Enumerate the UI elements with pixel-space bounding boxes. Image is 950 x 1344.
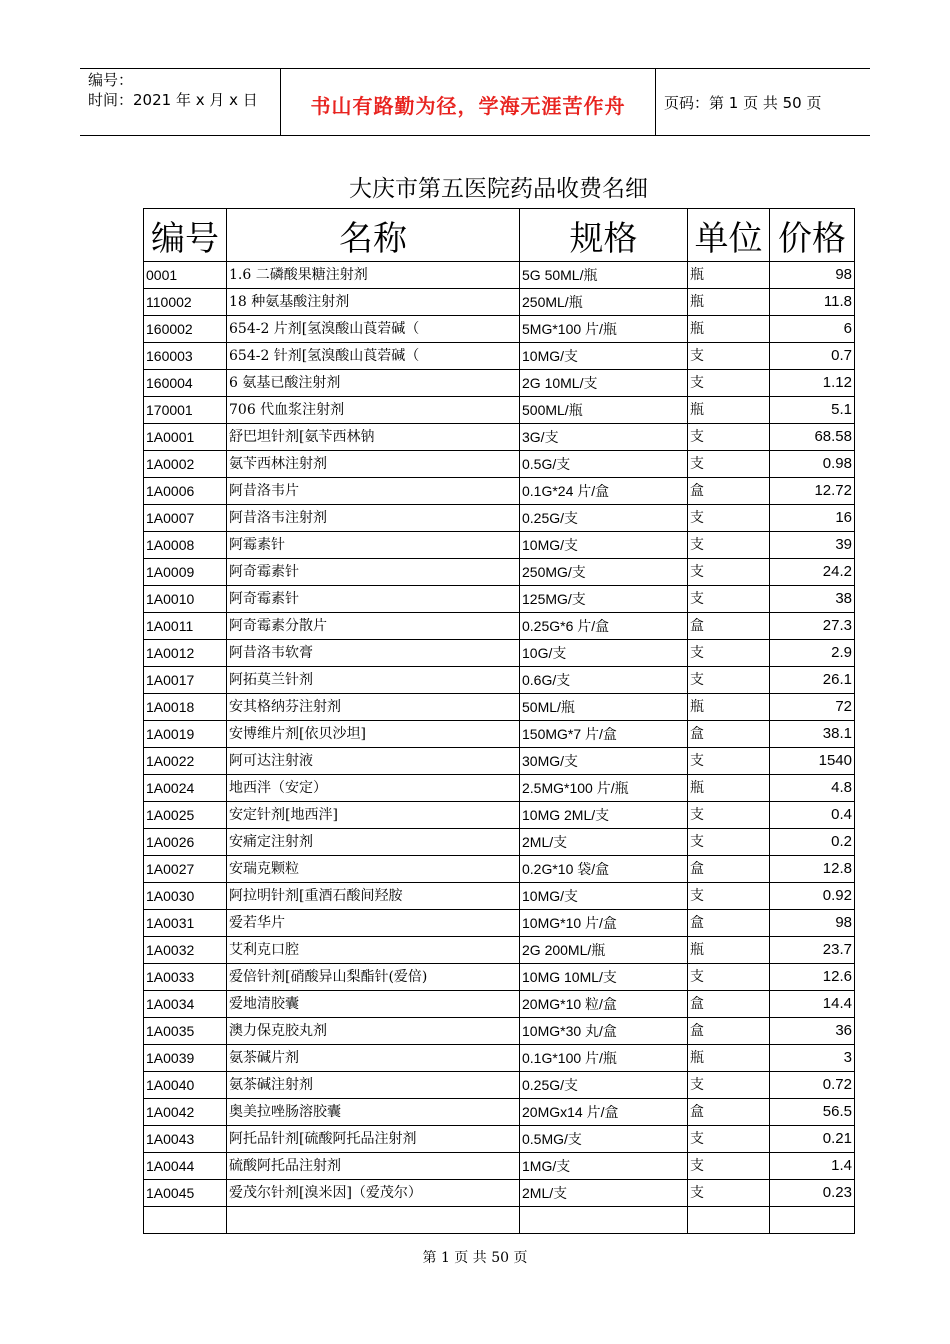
cell-code: 1A0001 — [144, 424, 227, 451]
table-row — [144, 802, 855, 829]
cell-spec: 10MG 2ML/支 — [520, 802, 688, 829]
cell-unit: 盒 — [688, 613, 770, 640]
page-info: 页码：第 1 页 共 50 页 — [664, 94, 822, 112]
cell-spec: 125MG/支 — [520, 586, 688, 613]
cell-spec: 10MG/支 — [520, 343, 688, 370]
table-row — [144, 991, 855, 1018]
cell-unit: 支 — [688, 829, 770, 856]
cell-code: 1A0008 — [144, 532, 227, 559]
column-header-unit: 单位 — [688, 209, 770, 262]
cell-spec: 0.2G*10 袋/盒 — [520, 856, 688, 883]
cell-price: 56.5 — [770, 1099, 855, 1126]
table-row — [144, 451, 855, 478]
cell-name: 阿霉素针 — [227, 532, 520, 559]
cell-name: 澳力保克胶丸剂 — [227, 1018, 520, 1045]
cell-price: 12.6 — [770, 964, 855, 991]
cell-name: 1.6 二磷酸果糖注射剂 — [227, 262, 520, 289]
cell-name: 艾利克口腔 — [227, 937, 520, 964]
cell-unit: 支 — [688, 1180, 770, 1207]
header-divider — [280, 68, 281, 135]
cell-code: 1A0006 — [144, 478, 227, 505]
cell-name: 6 氨基已酸注射剂 — [227, 370, 520, 397]
cell-name: 安博维片剂[依贝沙坦] — [227, 721, 520, 748]
cell-unit: 支 — [688, 1126, 770, 1153]
cell-unit: 支 — [688, 1153, 770, 1180]
cell-unit: 支 — [688, 532, 770, 559]
cell-name: 阿昔洛韦片 — [227, 478, 520, 505]
cell-code: 160004 — [144, 370, 227, 397]
cell-code: 1A0019 — [144, 721, 227, 748]
cell-price: 3 — [770, 1045, 855, 1072]
cell-unit: 瓶 — [688, 316, 770, 343]
cell-unit: 支 — [688, 451, 770, 478]
cell-spec: 20MGx14 片/盒 — [520, 1099, 688, 1126]
cell-spec: 2ML/支 — [520, 1180, 688, 1207]
table-row — [144, 964, 855, 991]
cell-spec: 20MG*10 粒/盒 — [520, 991, 688, 1018]
cell-price: 12.72 — [770, 478, 855, 505]
cell-price: 98 — [770, 262, 855, 289]
cell-name: 爱若华片 — [227, 910, 520, 937]
cell-unit: 支 — [688, 424, 770, 451]
cell-price: 98 — [770, 910, 855, 937]
cell-unit: 支 — [688, 964, 770, 991]
cell-unit: 瓶 — [688, 397, 770, 424]
cell-price: 0.98 — [770, 451, 855, 478]
cell-unit: 盒 — [688, 910, 770, 937]
cell-name: 阿可达注射液 — [227, 748, 520, 775]
table-row — [144, 370, 855, 397]
cell-price: 0.23 — [770, 1180, 855, 1207]
cell-unit: 支 — [688, 802, 770, 829]
cell-price: 2.9 — [770, 640, 855, 667]
cell-unit: 支 — [688, 505, 770, 532]
cell-code — [144, 1207, 227, 1234]
cell-spec: 0.25G/支 — [520, 1072, 688, 1099]
cell-price: 23.7 — [770, 937, 855, 964]
cell-unit: 支 — [688, 748, 770, 775]
table-body — [144, 262, 855, 1234]
table-row — [144, 316, 855, 343]
cell-unit: 支 — [688, 586, 770, 613]
cell-spec: 5G 50ML/瓶 — [520, 262, 688, 289]
cell-unit: 支 — [688, 559, 770, 586]
number-label: 编号： — [88, 71, 134, 89]
cell-price: 68.58 — [770, 424, 855, 451]
cell-spec: 1MG/支 — [520, 1153, 688, 1180]
cell-name: 706 代血浆注射剂 — [227, 397, 520, 424]
cell-price: 0.4 — [770, 802, 855, 829]
table-row — [144, 1153, 855, 1180]
column-header-price: 价格 — [770, 209, 855, 262]
cell-code: 1A0039 — [144, 1045, 227, 1072]
page-footer: 第 1 页 共 50 页 — [422, 1250, 528, 1266]
cell-code: 1A0031 — [144, 910, 227, 937]
cell-code: 170001 — [144, 397, 227, 424]
cell-spec: 10MG/支 — [520, 883, 688, 910]
cell-name: 654-2 片剂[氢溴酸山莨菪碱（ — [227, 316, 520, 343]
cell-name: 阿拓莫兰针剂 — [227, 667, 520, 694]
header-top-rule — [80, 68, 870, 69]
cell-price: 24.2 — [770, 559, 855, 586]
column-header-code: 编号 — [144, 209, 227, 262]
cell-code: 1A0002 — [144, 451, 227, 478]
cell-name: 氨茶碱片剂 — [227, 1045, 520, 1072]
cell-name — [227, 1207, 520, 1234]
cell-code: 1A0030 — [144, 883, 227, 910]
cell-price: 0.2 — [770, 829, 855, 856]
cell-code: 1A0043 — [144, 1126, 227, 1153]
cell-unit: 瓶 — [688, 289, 770, 316]
cell-unit: 瓶 — [688, 694, 770, 721]
cell-spec: 0.1G*24 片/盒 — [520, 478, 688, 505]
cell-price: 1540 — [770, 748, 855, 775]
cell-name: 安定针剂[地西泮] — [227, 802, 520, 829]
price-table — [143, 208, 855, 1234]
cell-name: 阿奇霉素分散片 — [227, 613, 520, 640]
cell-code: 1A0040 — [144, 1072, 227, 1099]
cell-name: 阿托品针剂[硫酸阿托品注射剂 — [227, 1126, 520, 1153]
cell-name: 奥美拉唑肠溶胶囊 — [227, 1099, 520, 1126]
table-row — [144, 343, 855, 370]
cell-name: 阿奇霉素针 — [227, 559, 520, 586]
cell-unit — [688, 1207, 770, 1234]
cell-name: 氨茶碱注射剂 — [227, 1072, 520, 1099]
table-row — [144, 775, 855, 802]
cell-spec: 50ML/瓶 — [520, 694, 688, 721]
cell-name: 安瑞克颗粒 — [227, 856, 520, 883]
cell-price: 1.12 — [770, 370, 855, 397]
cell-price: 0.72 — [770, 1072, 855, 1099]
cell-unit: 支 — [688, 343, 770, 370]
cell-name: 阿昔洛韦软膏 — [227, 640, 520, 667]
date-label: 时间：2021 年 x 月 x 日 — [88, 91, 258, 109]
table-row — [144, 667, 855, 694]
cell-name: 安痛定注射剂 — [227, 829, 520, 856]
cell-code: 160003 — [144, 343, 227, 370]
cell-code: 110002 — [144, 289, 227, 316]
cell-spec: 10G/支 — [520, 640, 688, 667]
cell-code: 1A0042 — [144, 1099, 227, 1126]
cell-price — [770, 1207, 855, 1234]
cell-code: 1A0034 — [144, 991, 227, 1018]
table-row — [144, 559, 855, 586]
cell-code: 1A0024 — [144, 775, 227, 802]
cell-spec: 500ML/瓶 — [520, 397, 688, 424]
cell-spec: 2G 10ML/支 — [520, 370, 688, 397]
cell-unit: 支 — [688, 883, 770, 910]
cell-code: 160002 — [144, 316, 227, 343]
cell-name: 阿拉明针剂[重酒石酸间羟胺 — [227, 883, 520, 910]
cell-price: 0.21 — [770, 1126, 855, 1153]
table-row — [144, 937, 855, 964]
cell-spec: 0.6G/支 — [520, 667, 688, 694]
header-meta — [88, 70, 258, 110]
cell-code: 1A0011 — [144, 613, 227, 640]
cell-name: 爱地清胶囊 — [227, 991, 520, 1018]
cell-name: 654-2 针剂[氢溴酸山莨菪碱（ — [227, 343, 520, 370]
cell-price: 0.92 — [770, 883, 855, 910]
table-row — [144, 505, 855, 532]
cell-spec: 5MG*100 片/瓶 — [520, 316, 688, 343]
cell-code: 1A0012 — [144, 640, 227, 667]
table-row — [144, 532, 855, 559]
cell-unit: 盒 — [688, 478, 770, 505]
cell-spec: 10MG*30 丸/盒 — [520, 1018, 688, 1045]
cell-name: 安其格纳芬注射剂 — [227, 694, 520, 721]
table-row — [144, 1180, 855, 1207]
cell-spec: 30MG/支 — [520, 748, 688, 775]
cell-unit: 盒 — [688, 856, 770, 883]
cell-price: 27.3 — [770, 613, 855, 640]
cell-unit: 支 — [688, 640, 770, 667]
cell-code: 1A0032 — [144, 937, 227, 964]
cell-price: 1.4 — [770, 1153, 855, 1180]
table-row — [144, 829, 855, 856]
cell-price: 4.8 — [770, 775, 855, 802]
header-bottom-rule — [80, 135, 870, 136]
table-row — [144, 721, 855, 748]
cell-spec — [520, 1207, 688, 1234]
column-header-name: 名称 — [227, 209, 520, 262]
cell-name: 阿奇霉素针 — [227, 586, 520, 613]
cell-code: 1A0044 — [144, 1153, 227, 1180]
cell-spec: 250ML/瓶 — [520, 289, 688, 316]
cell-unit: 瓶 — [688, 1045, 770, 1072]
cell-spec: 0.1G*100 片/瓶 — [520, 1045, 688, 1072]
cell-unit: 盒 — [688, 991, 770, 1018]
cell-name: 阿昔洛韦注射剂 — [227, 505, 520, 532]
cell-price: 36 — [770, 1018, 855, 1045]
cell-price: 6 — [770, 316, 855, 343]
cell-spec: 0.5MG/支 — [520, 1126, 688, 1153]
cell-spec: 2ML/支 — [520, 829, 688, 856]
table-row — [144, 910, 855, 937]
cell-price: 14.4 — [770, 991, 855, 1018]
cell-name: 爱倍针剂[硝酸异山梨酯针(爱倍) — [227, 964, 520, 991]
table-row — [144, 1072, 855, 1099]
table-row — [144, 424, 855, 451]
cell-price: 0.7 — [770, 343, 855, 370]
cell-name: 氨苄西林注射剂 — [227, 451, 520, 478]
cell-price: 26.1 — [770, 667, 855, 694]
table-row — [144, 397, 855, 424]
cell-code: 0001 — [144, 262, 227, 289]
cell-unit: 瓶 — [688, 262, 770, 289]
table-row — [144, 1045, 855, 1072]
cell-unit: 支 — [688, 1072, 770, 1099]
cell-spec: 10MG/支 — [520, 532, 688, 559]
table-row — [144, 613, 855, 640]
cell-spec: 0.5G/支 — [520, 451, 688, 478]
cell-code: 1A0027 — [144, 856, 227, 883]
cell-code: 1A0007 — [144, 505, 227, 532]
cell-code: 1A0026 — [144, 829, 227, 856]
cell-spec: 3G/支 — [520, 424, 688, 451]
cell-spec: 0.25G*6 片/盒 — [520, 613, 688, 640]
cell-name: 舒巴坦针剂[氨苄西林钠 — [227, 424, 520, 451]
cell-spec: 10MG 10ML/支 — [520, 964, 688, 991]
cell-unit: 盒 — [688, 721, 770, 748]
cell-price: 72 — [770, 694, 855, 721]
table-row — [144, 1126, 855, 1153]
table-row — [144, 478, 855, 505]
cell-price: 12.8 — [770, 856, 855, 883]
cell-code: 1A0045 — [144, 1180, 227, 1207]
header-divider — [655, 68, 656, 135]
cell-name: 18 种氨基酸注射剂 — [227, 289, 520, 316]
table-row — [144, 856, 855, 883]
cell-name: 硫酸阿托品注射剂 — [227, 1153, 520, 1180]
table-row — [144, 640, 855, 667]
table-header-row — [144, 209, 855, 262]
cell-code: 1A0010 — [144, 586, 227, 613]
cell-price: 5.1 — [770, 397, 855, 424]
cell-unit: 瓶 — [688, 775, 770, 802]
cell-unit: 支 — [688, 370, 770, 397]
column-header-spec: 规格 — [520, 209, 688, 262]
cell-unit: 盒 — [688, 1018, 770, 1045]
table-row — [144, 1018, 855, 1045]
cell-price: 39 — [770, 532, 855, 559]
table-row — [144, 883, 855, 910]
cell-spec: 250MG/支 — [520, 559, 688, 586]
cell-spec: 2.5MG*100 片/瓶 — [520, 775, 688, 802]
cell-code: 1A0018 — [144, 694, 227, 721]
table-row — [144, 262, 855, 289]
cell-name: 地西泮（安定） — [227, 775, 520, 802]
cell-spec: 10MG*10 片/盒 — [520, 910, 688, 937]
cell-code: 1A0009 — [144, 559, 227, 586]
table-row — [144, 289, 855, 316]
cell-code: 1A0022 — [144, 748, 227, 775]
header-motto: 书山有路勤为径，学海无涯苦作舟 — [310, 94, 626, 118]
table-row — [144, 1207, 855, 1234]
cell-name: 爱茂尔针剂[溴米因]（爱茂尔） — [227, 1180, 520, 1207]
cell-price: 38 — [770, 586, 855, 613]
cell-price: 11.8 — [770, 289, 855, 316]
cell-price: 16 — [770, 505, 855, 532]
table-row — [144, 1099, 855, 1126]
cell-unit: 支 — [688, 667, 770, 694]
table-row — [144, 694, 855, 721]
table-row — [144, 748, 855, 775]
cell-price: 38.1 — [770, 721, 855, 748]
cell-code: 1A0017 — [144, 667, 227, 694]
cell-code: 1A0035 — [144, 1018, 227, 1045]
cell-unit: 盒 — [688, 1099, 770, 1126]
cell-spec: 0.25G/支 — [520, 505, 688, 532]
cell-unit: 瓶 — [688, 937, 770, 964]
cell-spec: 2G 200ML/瓶 — [520, 937, 688, 964]
cell-spec: 150MG*7 片/盒 — [520, 721, 688, 748]
cell-code: 1A0025 — [144, 802, 227, 829]
document-title: 大庆市第五医院药品收费名细 — [349, 176, 648, 202]
table-row — [144, 586, 855, 613]
cell-code: 1A0033 — [144, 964, 227, 991]
